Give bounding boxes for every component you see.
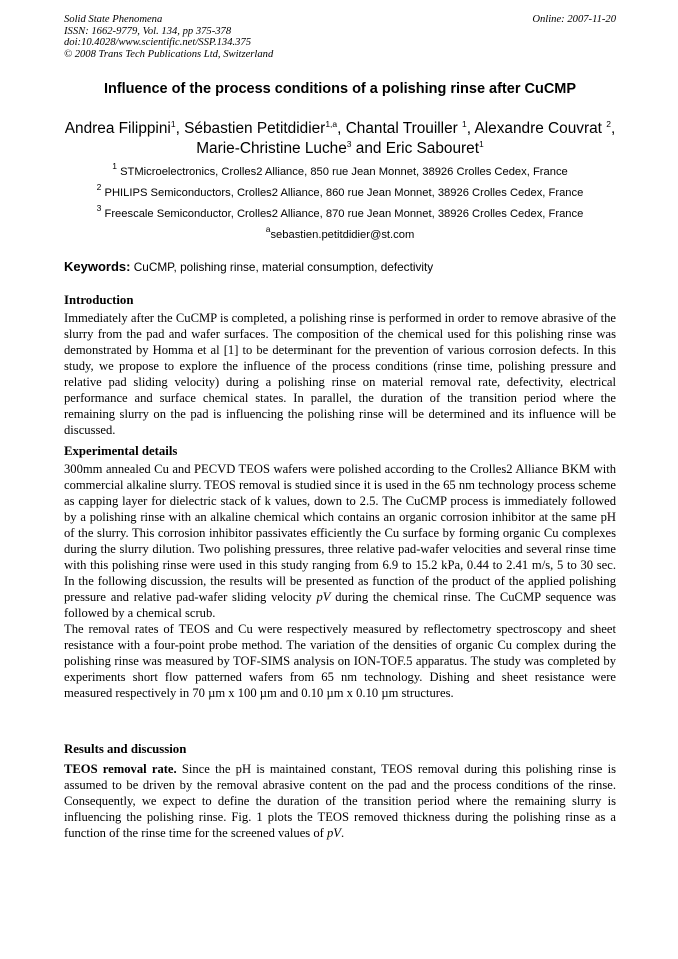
affiliation-1 — [64, 161, 616, 178]
experimental-paragraph-1 — [64, 461, 616, 621]
affiliation-3 — [64, 203, 616, 220]
contact-email — [64, 224, 616, 241]
intro-heading: Introduction — [64, 293, 134, 307]
author-name: , Chantal Trouiller — [337, 120, 463, 137]
affiliation-mark: 3 — [96, 203, 102, 213]
email-address[interactable]: sebastien.petitdidier@st.com — [270, 229, 415, 241]
journal-header — [64, 14, 616, 60]
paragraph-text: during the chemical rinse. The CuCMP sequence was followed by a chemical scrub. — [64, 590, 616, 620]
author-name: and Eric Sabouret — [351, 139, 480, 157]
pv-symbol: pV — [316, 590, 331, 604]
journal-name: Solid State Phenomena — [64, 14, 163, 25]
author-affil-mark: 2 — [606, 119, 611, 129]
keywords-list: CuCMP, polishing rinse, material consumption, defectivity — [130, 260, 434, 274]
author-name: Andrea Filippini — [64, 120, 171, 137]
email-mark: a — [265, 224, 271, 234]
results-lead: TEOS removal rate. — [64, 762, 177, 776]
intro-paragraph: Immediately after the CuCMP is completed, a polishing rinse is performed in order to remove abrasive of the slurry from the pad and wafer surfaces. The composition of the chemical used for this polishing rinse was demonstrated by Homma et al [1] to be determinant for the prevention of various corrosion defects. In this study, we propose to explore the influence of the process conditions (rinse time, polishing pressure and relative pad sliding velocity) during a polishing rinse on material removal rate, defectivity, electrical performance and surface chemical states. In parallel, the duration of the transition period where the remaining slurry on the pad is influencing the polishing rinse will be determined and its influence will be discussed. — [64, 311, 616, 437]
paragraph-text: 300mm annealed Cu and PECVD TEOS wafers were polished according to the Crolles2 Alliance BKM with commercial alkaline slurry. TEOS removal is studied since it is used in the 65 nm technology process scheme as capping layer for dielectric stack of k values, down to 2.5. The CuCMP process is immediately followed by a polishing rinse with an alkaline chemical which contains an organic corrosion inhibitor at the same pH of the slurry. This corrosion inhibitor passivates efficiently the Cu surface by forming organic Cu complexes during the slurry dilution. Two polishing pressures, three relative pad-wafer velocities and several rinse time with this polishing rinse were used in this study ranging from 6.9 to 15.2 kPa, 0.44 to 2.41 m/s, 5 to 30 sec. In the following discussion, the results will be presented as function of the product of the applied polishing pressure and relative pad-wafer sliding velocity — [64, 462, 616, 604]
experimental-section — [64, 461, 616, 701]
results-heading: Results and discussion — [64, 742, 187, 756]
author-affil-mark: 1 — [170, 119, 176, 129]
keywords-label: Keywords: — [64, 259, 131, 274]
affiliation-mark: 2 — [96, 182, 102, 192]
affiliation-text: PHILIPS Semiconductors, Crolles2 Alliance, 860 rue Jean Monnet, 38926 Crolles Cedex, France — [104, 187, 584, 199]
issn-line: ISSN: 1662-9779, Vol. 134, pp 375-378 — [64, 25, 232, 37]
affiliation-text: STMicroelectronics, Crolles2 Alliance, 850 rue Jean Monnet, 38926 Crolles Cedex, France — [120, 166, 568, 178]
author-affil-mark: 1 — [479, 138, 484, 149]
intro-section — [64, 310, 616, 438]
author-affil-mark: 3 — [346, 138, 352, 149]
paragraph-text: . — [340, 826, 345, 840]
author-affil-mark: 1,a — [325, 119, 338, 129]
paragraph-text: Since the pH is maintained constant, TEOS removal during this polishing rinse is assumed to be driven by the removal abrasive content on the pad and the process conditions of the rinse. Consequently, we expect to define the duration of the transition period where the remaining slurry is influencing the polishing rinse. Fig. 1 plots the TEOS removed thickness during the polishing rinse as a function of the rinse time for the screened values of — [64, 762, 616, 840]
experimental-heading: Experimental details — [64, 444, 178, 458]
affiliation-2 — [64, 182, 616, 199]
keywords — [64, 259, 624, 274]
online-date: Online: 2007-11-20 — [532, 14, 616, 25]
pv-symbol: pV — [326, 826, 341, 840]
affiliation-mark: 1 — [112, 161, 117, 171]
experimental-paragraph-2: The removal rates of TEOS and Cu were respectively measured by reflectometry spectroscopy and sheet resistance with a four-point probe method. The variation of the densities of organic Cu complex during the polishing rinse was measured by TOF-SIMS analysis on ION-TOF.5 apparatus. The study was completed by experiments short flow patterned wafers from 65 nm technology. Dishing and sheet resistance were measured respectively in 70 µm x 100 µm and 0.10 µm x 0.10 µm structures. — [64, 622, 616, 700]
author-name: , Sébastien Petitdidier — [175, 120, 326, 137]
author-name: , Marie-Christine Luche — [196, 120, 616, 157]
author-list — [64, 119, 616, 158]
results-section — [64, 761, 616, 841]
doi-line[interactable]: doi:10.4028/www.scientific.net/SSP.134.375 — [64, 37, 252, 48]
author-name: , Alexandre Couvrat — [466, 120, 607, 137]
author-affil-mark: 1 — [462, 119, 467, 129]
results-paragraph — [64, 761, 616, 841]
affiliation-text: Freescale Semiconductor, Crolles2 Alliance, 870 rue Jean Monnet, 38926 Crolles Cedex, France — [104, 208, 584, 220]
paper-title: Influence of the process conditions of a polishing rinse after CuCMP — [103, 81, 577, 97]
copyright-line: © 2008 Trans Tech Publications Ltd, Switzerland — [64, 48, 274, 60]
